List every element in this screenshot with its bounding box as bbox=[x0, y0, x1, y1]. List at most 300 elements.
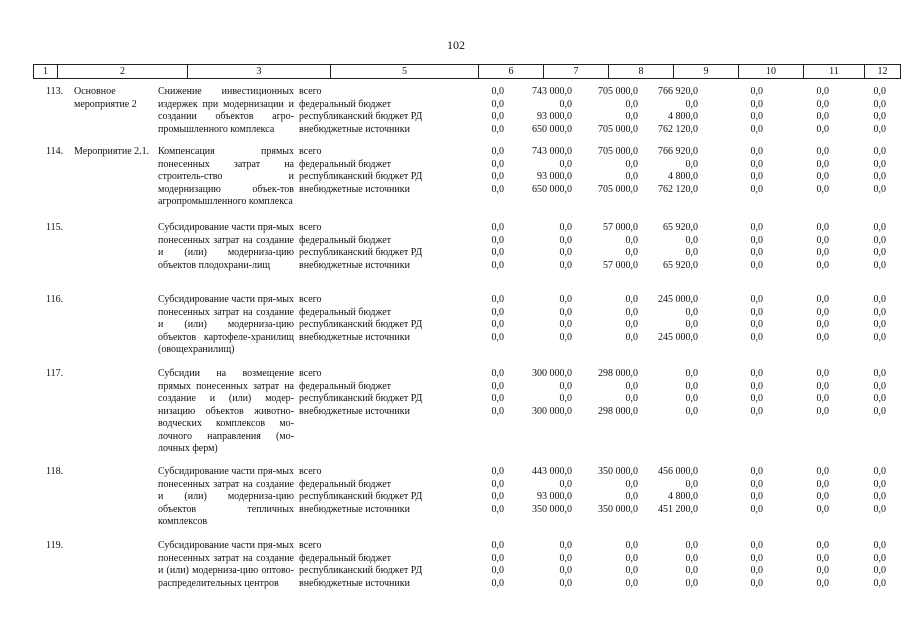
value-cell: 298 000,0 bbox=[598, 405, 638, 417]
value-cell: 743 000,0 bbox=[532, 146, 572, 157]
header-cell: 11 bbox=[804, 65, 865, 78]
funding-source: всего bbox=[299, 294, 322, 305]
value-column-c10 bbox=[751, 222, 764, 272]
funding-sources bbox=[299, 368, 449, 418]
value-cell: 0,0 bbox=[750, 405, 763, 417]
row-description: Субсидии на возмещение прямых понесенных затрат на создание и (или) модер-низацию объектов животно-водческих комплексов мо-лочного направления (мо-лочных ферм) bbox=[158, 368, 294, 454]
value-cell: 0,0 bbox=[750, 491, 763, 502]
header-cell: 7 bbox=[544, 65, 609, 78]
value-column-c9 bbox=[686, 540, 699, 590]
value-cell: 705 000,0 bbox=[598, 146, 638, 157]
value-column-c7 bbox=[532, 466, 572, 516]
value-cell: 0,0 bbox=[873, 294, 886, 305]
value-cell: 705 000,0 bbox=[598, 123, 638, 135]
row-description: Компенсация прямых понесенных затрат на строитель-ство и модернизацию объек-тов агропромышленного комплекса bbox=[158, 146, 294, 207]
value-cell: 0,0 bbox=[625, 491, 638, 502]
value-cell: 0,0 bbox=[491, 183, 504, 195]
value-cell: 0,0 bbox=[750, 294, 763, 305]
value-cell: 0,0 bbox=[750, 540, 763, 551]
value-column-c8 bbox=[598, 146, 638, 196]
value-cell: 0,0 bbox=[873, 306, 886, 318]
row-description: Субсидирование части пря-мых понесенных затрат на создание и (или) модерниза-цию объектов плодохрани-лищ bbox=[158, 222, 294, 271]
value-cell: 0,0 bbox=[625, 540, 638, 551]
value-cell: 0,0 bbox=[750, 247, 763, 258]
value-column-c8 bbox=[598, 86, 638, 136]
value-cell: 0,0 bbox=[559, 380, 572, 392]
value-cell: 766 920,0 bbox=[658, 86, 698, 97]
value-cell: 0,0 bbox=[816, 294, 829, 305]
value-cell: 0,0 bbox=[873, 259, 886, 271]
value-cell: 0,0 bbox=[873, 111, 886, 122]
value-cell: 0,0 bbox=[750, 368, 763, 379]
value-cell: 0,0 bbox=[625, 393, 638, 404]
funding-source: республиканский бюджет РД bbox=[299, 491, 423, 502]
value-cell: 0,0 bbox=[491, 540, 504, 551]
value-cell: 0,0 bbox=[491, 222, 504, 233]
value-cell: 0,0 bbox=[491, 146, 504, 157]
value-cell: 0,0 bbox=[750, 222, 763, 233]
funding-source: республиканский бюджет РД bbox=[299, 247, 423, 258]
value-cell: 0,0 bbox=[491, 491, 504, 502]
value-cell: 0,0 bbox=[873, 565, 886, 576]
value-cell: 0,0 bbox=[816, 123, 829, 135]
value-cell: 93 000,0 bbox=[537, 111, 572, 122]
row-number: 113. bbox=[46, 86, 64, 97]
value-cell: 0,0 bbox=[816, 306, 829, 318]
value-cell: 0,0 bbox=[559, 222, 572, 233]
value-cell: 766 920,0 bbox=[658, 146, 698, 157]
value-cell: 0,0 bbox=[750, 171, 763, 182]
value-cell: 0,0 bbox=[816, 466, 829, 477]
value-cell: 4 800,0 bbox=[668, 171, 698, 182]
value-column-c11 bbox=[817, 540, 830, 590]
row-number: 116. bbox=[46, 294, 64, 305]
value-cell: 0,0 bbox=[816, 503, 829, 515]
funding-sources bbox=[299, 540, 449, 590]
funding-source: всего bbox=[299, 86, 322, 97]
value-cell: 0,0 bbox=[559, 98, 572, 110]
value-column-c6 bbox=[492, 466, 505, 516]
value-cell: 0,0 bbox=[816, 222, 829, 233]
funding-sources bbox=[299, 222, 449, 272]
funding-source: республиканский бюджет РД bbox=[299, 111, 423, 122]
value-cell: 0,0 bbox=[816, 247, 829, 258]
value-cell: 0,0 bbox=[491, 171, 504, 182]
funding-source: федеральный бюджет bbox=[299, 306, 392, 318]
value-cell: 0,0 bbox=[559, 565, 572, 576]
funding-source: федеральный бюджет bbox=[299, 380, 392, 392]
value-cell: 0,0 bbox=[491, 393, 504, 404]
value-cell: 0,0 bbox=[625, 552, 638, 564]
value-cell: 4 800,0 bbox=[668, 491, 698, 502]
funding-source: федеральный бюджет bbox=[299, 158, 392, 170]
value-cell: 0,0 bbox=[491, 478, 504, 490]
header-cell: 12 bbox=[865, 65, 901, 78]
row-number: 114. bbox=[46, 146, 64, 157]
header-cell: 5 bbox=[331, 65, 479, 78]
value-cell: 0,0 bbox=[750, 123, 763, 135]
value-cell: 0,0 bbox=[816, 331, 829, 343]
value-cell: 0,0 bbox=[750, 306, 763, 318]
value-cell: 0,0 bbox=[685, 380, 698, 392]
value-column-c12 bbox=[874, 540, 887, 590]
value-cell: 245 000,0 bbox=[658, 294, 698, 305]
value-cell: 0,0 bbox=[750, 466, 763, 477]
funding-source: внебюджетные источники bbox=[299, 259, 410, 271]
value-column-c9 bbox=[658, 146, 698, 196]
value-column-c8 bbox=[626, 294, 639, 344]
row-description: Субсидирование части пря-мых понесенных затрат на создание и (или) модерниза-цию оптово-распределительных центров bbox=[158, 540, 294, 589]
funding-sources bbox=[299, 86, 449, 136]
value-column-c12 bbox=[874, 466, 887, 516]
value-cell: 0,0 bbox=[873, 466, 886, 477]
page-number: 102 bbox=[447, 38, 465, 52]
value-cell: 0,0 bbox=[750, 380, 763, 392]
value-cell: 705 000,0 bbox=[598, 86, 638, 97]
value-column-c12 bbox=[874, 146, 887, 196]
value-cell: 0,0 bbox=[625, 234, 638, 246]
value-column-c6 bbox=[492, 294, 505, 344]
value-cell: 0,0 bbox=[491, 111, 504, 122]
value-column-c6 bbox=[492, 222, 505, 272]
value-cell: 0,0 bbox=[816, 380, 829, 392]
value-cell: 0,0 bbox=[685, 247, 698, 258]
value-cell: 300 000,0 bbox=[532, 368, 572, 379]
value-column-c11 bbox=[817, 294, 830, 344]
value-cell: 0,0 bbox=[491, 98, 504, 110]
value-cell: 0,0 bbox=[559, 247, 572, 258]
value-cell: 0,0 bbox=[685, 368, 698, 379]
value-cell: 0,0 bbox=[491, 565, 504, 576]
funding-source: внебюджетные источники bbox=[299, 405, 410, 417]
value-column-c10 bbox=[751, 86, 764, 136]
value-cell: 0,0 bbox=[816, 552, 829, 564]
value-cell: 451 200,0 bbox=[658, 503, 698, 515]
value-cell: 0,0 bbox=[491, 306, 504, 318]
value-cell: 0,0 bbox=[816, 540, 829, 551]
value-cell: 0,0 bbox=[873, 331, 886, 343]
value-cell: 0,0 bbox=[816, 111, 829, 122]
row-number: 117. bbox=[46, 368, 64, 379]
row-description: Снижение инвестиционных издержек при модернизации и создании объектов агро-промышленного комплекса bbox=[158, 86, 294, 135]
funding-source: внебюджетные источники bbox=[299, 503, 410, 515]
value-cell: 0,0 bbox=[559, 478, 572, 490]
value-cell: 57 000,0 bbox=[603, 259, 638, 271]
value-cell: 0,0 bbox=[750, 259, 763, 271]
value-column-c12 bbox=[874, 86, 887, 136]
value-column-c12 bbox=[874, 222, 887, 272]
value-column-c7 bbox=[560, 540, 573, 590]
value-cell: 0,0 bbox=[559, 319, 572, 330]
value-column-c11 bbox=[817, 368, 830, 418]
funding-source: внебюджетные источники bbox=[299, 577, 410, 589]
value-column-c6 bbox=[492, 86, 505, 136]
value-column-c7 bbox=[532, 368, 572, 418]
value-column-c9 bbox=[658, 86, 698, 136]
value-column-c10 bbox=[751, 294, 764, 344]
value-column-c8 bbox=[626, 540, 639, 590]
value-cell: 0,0 bbox=[491, 158, 504, 170]
value-column-c7 bbox=[532, 86, 572, 136]
value-cell: 0,0 bbox=[491, 368, 504, 379]
funding-sources bbox=[299, 294, 449, 344]
value-column-c10 bbox=[751, 146, 764, 196]
funding-source: всего bbox=[299, 146, 322, 157]
value-cell: 0,0 bbox=[873, 247, 886, 258]
value-cell: 0,0 bbox=[816, 368, 829, 379]
table-header bbox=[33, 64, 901, 79]
value-cell: 0,0 bbox=[816, 491, 829, 502]
value-cell: 0,0 bbox=[873, 405, 886, 417]
value-cell: 0,0 bbox=[816, 565, 829, 576]
value-cell: 0,0 bbox=[873, 86, 886, 97]
value-cell: 0,0 bbox=[625, 319, 638, 330]
value-cell: 0,0 bbox=[816, 183, 829, 195]
header-cell: 3 bbox=[188, 65, 331, 78]
value-cell: 0,0 bbox=[750, 146, 763, 157]
value-column-c11 bbox=[817, 222, 830, 272]
value-cell: 0,0 bbox=[625, 478, 638, 490]
value-cell: 0,0 bbox=[816, 158, 829, 170]
value-cell: 0,0 bbox=[873, 491, 886, 502]
value-cell: 350 000,0 bbox=[532, 503, 572, 515]
value-cell: 0,0 bbox=[685, 319, 698, 330]
value-cell: 0,0 bbox=[685, 158, 698, 170]
value-cell: 0,0 bbox=[873, 98, 886, 110]
value-cell: 0,0 bbox=[625, 111, 638, 122]
value-cell: 743 000,0 bbox=[532, 86, 572, 97]
value-cell: 0,0 bbox=[491, 466, 504, 477]
value-column-c12 bbox=[874, 368, 887, 418]
value-cell: 0,0 bbox=[559, 259, 572, 271]
value-cell: 0,0 bbox=[750, 503, 763, 515]
value-cell: 0,0 bbox=[491, 552, 504, 564]
row-description: Субсидирование части пря-мых понесенных затрат на создание и (или) модерниза-цию объектов картофеле-хранилищ (овощехранилищ) bbox=[158, 294, 294, 355]
value-cell: 0,0 bbox=[491, 247, 504, 258]
value-cell: 0,0 bbox=[491, 294, 504, 305]
value-cell: 0,0 bbox=[559, 552, 572, 564]
value-cell: 0,0 bbox=[873, 380, 886, 392]
value-column-c11 bbox=[817, 466, 830, 516]
value-column-c9 bbox=[663, 222, 698, 272]
funding-source: республиканский бюджет РД bbox=[299, 393, 423, 404]
value-cell: 0,0 bbox=[685, 234, 698, 246]
value-cell: 0,0 bbox=[750, 98, 763, 110]
value-column-c6 bbox=[492, 146, 505, 196]
header-cell: 10 bbox=[739, 65, 804, 78]
value-cell: 0,0 bbox=[750, 183, 763, 195]
value-cell: 0,0 bbox=[750, 158, 763, 170]
funding-source: республиканский бюджет РД bbox=[299, 171, 423, 182]
value-cell: 0,0 bbox=[559, 540, 572, 551]
value-cell: 0,0 bbox=[750, 393, 763, 404]
value-cell: 0,0 bbox=[491, 319, 504, 330]
value-cell: 0,0 bbox=[685, 478, 698, 490]
value-cell: 0,0 bbox=[816, 319, 829, 330]
value-cell: 0,0 bbox=[816, 478, 829, 490]
value-cell: 0,0 bbox=[750, 577, 763, 589]
value-cell: 0,0 bbox=[816, 259, 829, 271]
value-cell: 0,0 bbox=[625, 306, 638, 318]
value-cell: 0,0 bbox=[873, 146, 886, 157]
value-cell: 0,0 bbox=[750, 111, 763, 122]
value-cell: 0,0 bbox=[685, 393, 698, 404]
value-column-c7 bbox=[560, 294, 573, 344]
value-cell: 0,0 bbox=[685, 565, 698, 576]
value-cell: 0,0 bbox=[625, 171, 638, 182]
funding-source: всего bbox=[299, 222, 322, 233]
value-cell: 456 000,0 bbox=[658, 466, 698, 477]
header-cell: 9 bbox=[674, 65, 739, 78]
value-cell: 0,0 bbox=[750, 552, 763, 564]
funding-source: всего bbox=[299, 368, 322, 379]
value-cell: 0,0 bbox=[625, 331, 638, 343]
value-cell: 0,0 bbox=[873, 540, 886, 551]
value-cell: 0,0 bbox=[491, 259, 504, 271]
value-cell: 0,0 bbox=[625, 577, 638, 589]
value-column-c11 bbox=[817, 146, 830, 196]
value-cell: 0,0 bbox=[559, 393, 572, 404]
value-cell: 0,0 bbox=[625, 565, 638, 576]
value-cell: 0,0 bbox=[873, 183, 886, 195]
value-cell: 0,0 bbox=[816, 234, 829, 246]
row-number: 119. bbox=[46, 540, 64, 551]
value-cell: 65 920,0 bbox=[663, 222, 698, 233]
value-cell: 0,0 bbox=[491, 234, 504, 246]
value-cell: 0,0 bbox=[491, 86, 504, 97]
value-cell: 0,0 bbox=[559, 577, 572, 589]
funding-source: республиканский бюджет РД bbox=[299, 319, 423, 330]
funding-sources bbox=[299, 466, 449, 516]
value-column-c9 bbox=[658, 466, 698, 516]
value-cell: 93 000,0 bbox=[537, 171, 572, 182]
value-cell: 0,0 bbox=[685, 98, 698, 110]
value-cell: 245 000,0 bbox=[658, 331, 698, 343]
value-cell: 0,0 bbox=[625, 247, 638, 258]
value-cell: 350 000,0 bbox=[598, 466, 638, 477]
value-cell: 0,0 bbox=[685, 405, 698, 417]
value-cell: 0,0 bbox=[559, 331, 572, 343]
value-cell: 762 120,0 bbox=[658, 183, 698, 195]
value-cell: 0,0 bbox=[491, 331, 504, 343]
row-number: 118. bbox=[46, 466, 64, 477]
value-cell: 0,0 bbox=[873, 503, 886, 515]
value-cell: 0,0 bbox=[873, 478, 886, 490]
value-cell: 350 000,0 bbox=[598, 503, 638, 515]
value-cell: 93 000,0 bbox=[537, 491, 572, 502]
funding-source: внебюджетные источники bbox=[299, 331, 410, 343]
value-cell: 0,0 bbox=[559, 306, 572, 318]
value-cell: 0,0 bbox=[873, 319, 886, 330]
value-cell: 4 800,0 bbox=[668, 111, 698, 122]
value-cell: 0,0 bbox=[873, 158, 886, 170]
funding-sources bbox=[299, 146, 449, 196]
value-column-c10 bbox=[751, 466, 764, 516]
header-cell: 1 bbox=[34, 65, 58, 78]
value-cell: 0,0 bbox=[873, 171, 886, 182]
value-cell: 0,0 bbox=[625, 380, 638, 392]
value-cell: 0,0 bbox=[491, 123, 504, 135]
event-name: Мероприятие 2.1. bbox=[74, 146, 150, 157]
value-cell: 0,0 bbox=[750, 478, 763, 490]
header-cell: 2 bbox=[58, 65, 188, 78]
value-cell: 0,0 bbox=[685, 577, 698, 589]
value-cell: 65 920,0 bbox=[663, 259, 698, 271]
value-cell: 0,0 bbox=[685, 306, 698, 318]
value-cell: 0,0 bbox=[559, 234, 572, 246]
header-cell: 6 bbox=[479, 65, 544, 78]
value-cell: 0,0 bbox=[491, 380, 504, 392]
value-cell: 0,0 bbox=[816, 146, 829, 157]
value-cell: 0,0 bbox=[750, 319, 763, 330]
value-cell: 0,0 bbox=[873, 222, 886, 233]
value-column-c10 bbox=[751, 368, 764, 418]
funding-source: республиканский бюджет РД bbox=[299, 565, 423, 576]
value-cell: 650 000,0 bbox=[532, 183, 572, 195]
value-cell: 0,0 bbox=[873, 577, 886, 589]
value-column-c9 bbox=[658, 294, 698, 344]
value-cell: 0,0 bbox=[750, 331, 763, 343]
value-cell: 0,0 bbox=[491, 503, 504, 515]
value-cell: 0,0 bbox=[873, 552, 886, 564]
value-column-c8 bbox=[603, 222, 638, 272]
value-column-c11 bbox=[817, 86, 830, 136]
value-column-c7 bbox=[532, 146, 572, 196]
value-cell: 0,0 bbox=[873, 368, 886, 379]
funding-source: внебюджетные источники bbox=[299, 183, 410, 195]
funding-source: всего bbox=[299, 540, 322, 551]
value-cell: 298 000,0 bbox=[598, 368, 638, 379]
value-cell: 0,0 bbox=[816, 86, 829, 97]
row-description: Субсидирование части пря-мых понесенных затрат на создание и (или) модерниза-цию объектов тепличных комплексов bbox=[158, 466, 294, 527]
value-column-c8 bbox=[598, 368, 638, 418]
value-cell: 0,0 bbox=[873, 393, 886, 404]
value-cell: 705 000,0 bbox=[598, 183, 638, 195]
value-column-c9 bbox=[686, 368, 699, 418]
value-cell: 0,0 bbox=[685, 552, 698, 564]
value-cell: 0,0 bbox=[491, 405, 504, 417]
value-column-c8 bbox=[598, 466, 638, 516]
value-cell: 0,0 bbox=[559, 158, 572, 170]
funding-source: федеральный бюджет bbox=[299, 478, 392, 490]
value-cell: 0,0 bbox=[816, 405, 829, 417]
event-name: Основное мероприятие 2 bbox=[74, 86, 137, 110]
value-cell: 0,0 bbox=[750, 86, 763, 97]
value-cell: 650 000,0 bbox=[532, 123, 572, 135]
value-cell: 762 120,0 bbox=[658, 123, 698, 135]
value-column-c7 bbox=[560, 222, 573, 272]
value-cell: 0,0 bbox=[816, 171, 829, 182]
value-cell: 57 000,0 bbox=[603, 222, 638, 233]
value-cell: 0,0 bbox=[816, 577, 829, 589]
row-number: 115. bbox=[46, 222, 64, 233]
value-cell: 0,0 bbox=[873, 234, 886, 246]
funding-source: федеральный бюджет bbox=[299, 552, 392, 564]
value-column-c6 bbox=[492, 540, 505, 590]
funding-source: внебюджетные источники bbox=[299, 123, 410, 135]
funding-source: федеральный бюджет bbox=[299, 234, 392, 246]
value-column-c6 bbox=[492, 368, 505, 418]
value-cell: 0,0 bbox=[625, 158, 638, 170]
value-cell: 0,0 bbox=[873, 123, 886, 135]
value-cell: 0,0 bbox=[559, 294, 572, 305]
value-cell: 0,0 bbox=[816, 98, 829, 110]
value-cell: 0,0 bbox=[750, 565, 763, 576]
funding-source: федеральный бюджет bbox=[299, 98, 392, 110]
value-cell: 300 000,0 bbox=[532, 405, 572, 417]
value-cell: 0,0 bbox=[625, 98, 638, 110]
value-column-c10 bbox=[751, 540, 764, 590]
